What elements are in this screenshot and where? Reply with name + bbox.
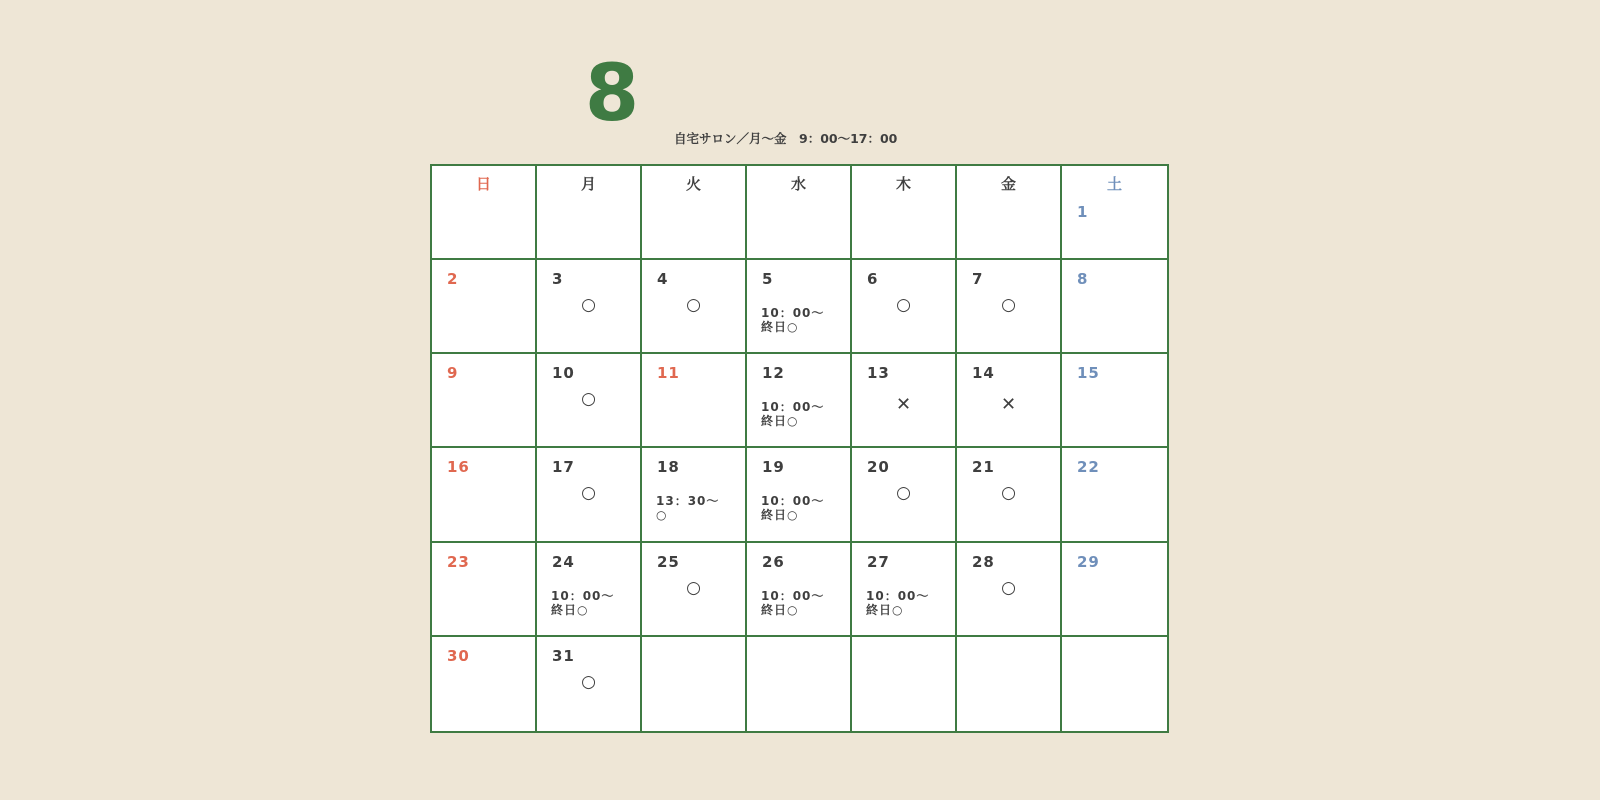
calendar-cell — [537, 637, 642, 731]
date-number: 5 — [762, 270, 774, 289]
calendar-cell — [642, 260, 747, 354]
calendar-cell — [1062, 354, 1167, 448]
available-mark: ○ — [1001, 577, 1016, 598]
date-number: 25 — [657, 552, 680, 571]
date-number: 23 — [447, 552, 470, 571]
calendar-cell — [537, 543, 642, 637]
calendar-cell — [852, 637, 957, 731]
calendar-grid — [430, 164, 1169, 733]
weekday-header-sun: 日 — [475, 175, 491, 193]
calendar-cell — [642, 166, 747, 260]
available-mark: ○ — [1001, 483, 1016, 504]
calendar-cell — [432, 354, 537, 448]
availability-note: 10：00〜 終日○ — [551, 588, 615, 617]
calendar-cell — [537, 354, 642, 448]
date-number: 19 — [762, 458, 785, 477]
unavailable-mark: ✕ — [895, 394, 912, 416]
weekday-header-wed: 水 — [790, 175, 806, 193]
date-number: 16 — [447, 458, 470, 477]
available-mark: ○ — [581, 295, 596, 316]
calendar-cell — [747, 260, 852, 354]
date-number: 24 — [552, 552, 575, 571]
date-number: 12 — [762, 364, 785, 383]
calendar-cell — [432, 637, 537, 731]
calendar-cell — [852, 260, 957, 354]
calendar-cell — [957, 543, 1062, 637]
date-number: 7 — [972, 270, 984, 289]
date-number: 21 — [972, 458, 995, 477]
calendar-cell — [642, 637, 747, 731]
available-mark: ○ — [896, 295, 911, 316]
available-mark: ○ — [581, 483, 596, 504]
calendar-cell — [642, 354, 747, 448]
calendar-cell — [642, 543, 747, 637]
date-number: 9 — [447, 364, 459, 383]
date-number: 18 — [657, 458, 680, 477]
availability-note: 10：00〜 終日○ — [761, 400, 825, 429]
calendar-cell — [747, 354, 852, 448]
date-number: 3 — [552, 270, 564, 289]
date-number: 13 — [867, 364, 890, 383]
calendar-cell — [642, 448, 747, 542]
calendar-cell — [852, 166, 957, 260]
date-number: 27 — [867, 552, 890, 571]
availability-note: 10：00〜 終日○ — [761, 306, 825, 335]
unavailable-mark: ✕ — [1000, 394, 1017, 416]
available-mark: ○ — [581, 389, 596, 410]
availability-note: 13：30〜 ○ — [656, 494, 720, 523]
calendar-cell — [957, 448, 1062, 542]
date-number: 20 — [867, 458, 890, 477]
date-number: 29 — [1077, 552, 1100, 571]
weekday-header-sat: 土 — [1106, 175, 1122, 193]
available-mark: ○ — [581, 671, 596, 692]
date-number: 2 — [447, 270, 459, 289]
calendar-cell — [747, 637, 852, 731]
availability-note: 10：00〜 終日○ — [761, 494, 825, 523]
calendar-cell — [537, 448, 642, 542]
availability-note: 10：00〜 終日○ — [761, 588, 825, 617]
date-number: 17 — [552, 458, 575, 477]
date-number: 8 — [1077, 270, 1089, 289]
calendar-cell — [1062, 543, 1167, 637]
available-mark: ○ — [686, 577, 701, 598]
calendar-cell — [432, 166, 537, 260]
date-number: 15 — [1077, 364, 1100, 383]
weekday-header-fri: 金 — [1000, 175, 1016, 193]
calendar-cell — [432, 543, 537, 637]
date-number: 26 — [762, 552, 785, 571]
calendar-cell — [957, 354, 1062, 448]
date-number: 28 — [972, 552, 995, 571]
calendar-cell — [852, 448, 957, 542]
info-line-salon: 自宅サロン／月〜金 9：00〜17：00 — [674, 131, 898, 146]
calendar-cell — [537, 260, 642, 354]
weekday-header-tue: 火 — [685, 175, 701, 193]
calendar-cell — [1062, 637, 1167, 731]
calendar-cell — [432, 448, 537, 542]
calendar-cell — [1062, 448, 1167, 542]
date-number: 10 — [552, 364, 575, 383]
available-mark: ○ — [1001, 295, 1016, 316]
date-number: 6 — [867, 270, 879, 289]
calendar-cell — [852, 543, 957, 637]
calendar-cell — [957, 637, 1062, 731]
calendar-cell — [957, 260, 1062, 354]
date-number: 14 — [972, 364, 995, 383]
calendar-cell — [957, 166, 1062, 260]
calendar-cell — [1062, 260, 1167, 354]
available-mark: ○ — [896, 483, 911, 504]
calendar-cell — [747, 166, 852, 260]
calendar-cell — [1062, 166, 1167, 260]
month-number: 8 — [584, 49, 638, 139]
date-number: 4 — [657, 270, 669, 289]
weekday-header-thu: 木 — [895, 175, 911, 193]
date-number: 30 — [447, 646, 470, 665]
available-mark: ○ — [686, 295, 701, 316]
calendar-cell — [432, 260, 537, 354]
date-number: 11 — [657, 364, 680, 383]
calendar-cell — [747, 543, 852, 637]
date-number: 22 — [1077, 458, 1100, 477]
calendar-cell — [852, 354, 957, 448]
calendar-cell — [747, 448, 852, 542]
date-number: 31 — [552, 646, 575, 665]
date-number: 1 — [1077, 203, 1089, 221]
availability-note: 10：00〜 終日○ — [866, 588, 930, 617]
calendar-cell — [537, 166, 642, 260]
weekday-header-mon: 月 — [580, 175, 596, 193]
